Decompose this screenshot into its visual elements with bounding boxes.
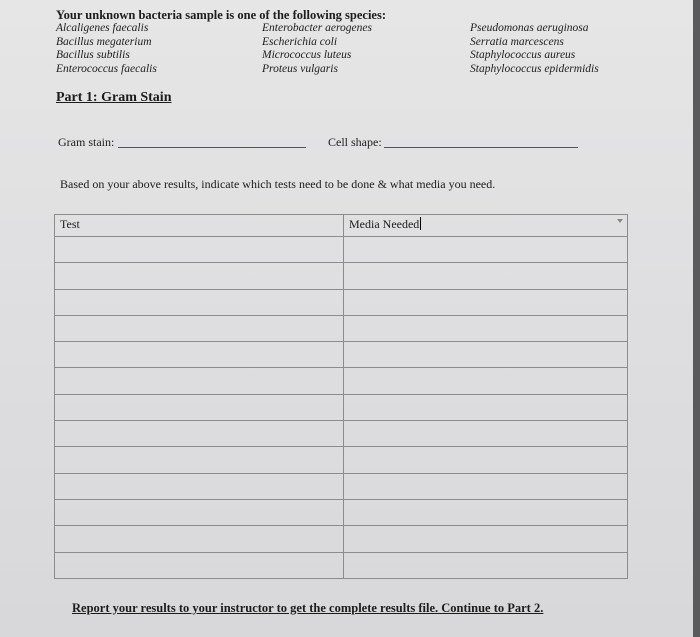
- media-cell[interactable]: [344, 421, 628, 447]
- tests-media-table: [54, 214, 628, 579]
- species-list-col1: [56, 22, 157, 76]
- header-test: [55, 215, 344, 237]
- table-row: [55, 289, 628, 315]
- species-item: Micrococcus luteus: [262, 49, 352, 61]
- species-item: Escherichia coli: [262, 35, 338, 48]
- media-cell[interactable]: [344, 473, 628, 499]
- cell-shape-field[interactable]: [384, 147, 578, 148]
- table-row: [55, 237, 628, 263]
- media-cell[interactable]: [344, 289, 628, 315]
- test-cell[interactable]: [55, 368, 344, 394]
- species-item: Staphylococcus aureus: [470, 49, 576, 61]
- media-cell[interactable]: [344, 342, 628, 368]
- media-cell[interactable]: [344, 237, 628, 263]
- species-list-col2: [262, 22, 372, 76]
- media-cell[interactable]: [344, 499, 628, 525]
- test-cell[interactable]: [55, 526, 344, 552]
- media-cell[interactable]: [344, 368, 628, 394]
- test-cell[interactable]: [55, 447, 344, 473]
- species-item: Enterobacter aerogenes: [262, 22, 372, 34]
- species-item: Serratia marcescens: [470, 35, 564, 48]
- table-row: [55, 368, 628, 394]
- table-row: [55, 473, 628, 499]
- gram-stain-label: Gram stain:: [58, 135, 115, 149]
- media-cell[interactable]: [344, 394, 628, 420]
- media-cell[interactable]: [344, 526, 628, 552]
- header-media-label: Media Needed: [349, 217, 420, 231]
- test-cell[interactable]: [55, 315, 344, 341]
- table-row: [55, 447, 628, 473]
- text-cursor: [420, 217, 421, 230]
- table-row: [55, 421, 628, 447]
- test-cell[interactable]: [55, 289, 344, 315]
- table-row: [55, 499, 628, 525]
- header-test-label: Test: [60, 217, 80, 231]
- table-row: [55, 342, 628, 368]
- media-cell[interactable]: [344, 263, 628, 289]
- table-row: [55, 263, 628, 289]
- test-cell[interactable]: [55, 342, 344, 368]
- test-cell[interactable]: [55, 421, 344, 447]
- media-cell[interactable]: [344, 315, 628, 341]
- table-row: [55, 394, 628, 420]
- gram-stain-field[interactable]: [118, 147, 306, 148]
- species-item: Pseudomonas aeruginosa: [470, 22, 589, 34]
- header-media-needed[interactable]: [344, 215, 628, 237]
- table-row: [55, 526, 628, 552]
- test-cell[interactable]: [55, 473, 344, 499]
- media-cell[interactable]: [344, 552, 628, 578]
- species-item: Bacillus megaterium: [56, 35, 152, 48]
- test-cell[interactable]: [55, 237, 344, 263]
- species-item: Staphylococcus epidermidis: [470, 62, 599, 75]
- species-item: Proteus vulgaris: [262, 62, 338, 75]
- table-header-row: [55, 215, 628, 237]
- test-cell[interactable]: [55, 552, 344, 578]
- media-cell[interactable]: [344, 447, 628, 473]
- species-item: Enterococcus faecalis: [56, 62, 157, 75]
- cell-shape-label: Cell shape:: [328, 135, 382, 149]
- footer-note: Report your results to your instructor to get the complete results file. Continue to Part 2.: [72, 601, 544, 615]
- table-row: [55, 552, 628, 578]
- test-cell[interactable]: [55, 394, 344, 420]
- species-heading: Your unknown bacteria sample is one of the following species:: [56, 8, 386, 22]
- instruction-text: Based on your above results, indicate which tests need to be done & what media you need.: [60, 177, 496, 191]
- species-item: Bacillus subtilis: [56, 49, 130, 61]
- test-cell[interactable]: [55, 499, 344, 525]
- dropdown-arrow-icon: [617, 219, 623, 223]
- part1-title: Part 1: Gram Stain: [56, 90, 172, 105]
- table-row: [55, 315, 628, 341]
- test-cell[interactable]: [55, 263, 344, 289]
- species-item: Alcaligenes faecalis: [56, 22, 149, 34]
- species-list-col3: [470, 22, 599, 76]
